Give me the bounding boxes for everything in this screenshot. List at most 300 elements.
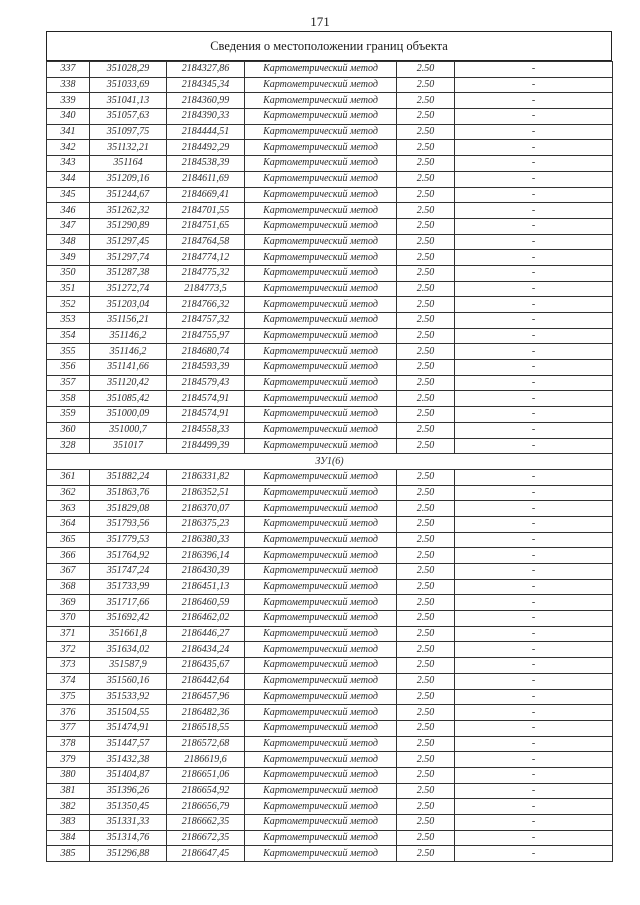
method-cell: Картометрический метод [245, 705, 397, 721]
table-row [47, 297, 613, 313]
coord-x-cell: 351560,16 [90, 673, 167, 689]
accuracy-cell: 2.50 [397, 156, 455, 172]
description-cell: - [455, 485, 613, 501]
table-row [47, 156, 613, 172]
point-number-cell: 344 [47, 171, 90, 187]
accuracy-cell: 2.50 [397, 595, 455, 611]
coord-y-cell: 2184390,33 [167, 109, 245, 125]
coord-x-cell: 351634,02 [90, 642, 167, 658]
table-row [47, 109, 613, 125]
description-cell: - [455, 767, 613, 783]
coord-y-cell: 2184574,91 [167, 391, 245, 407]
coord-x-cell: 351432,38 [90, 752, 167, 768]
coord-x-cell: 351297,74 [90, 250, 167, 266]
accuracy-cell: 2.50 [397, 611, 455, 627]
description-cell: - [455, 611, 613, 627]
description-cell: - [455, 815, 613, 831]
accuracy-cell: 2.50 [397, 532, 455, 548]
coord-y-cell: 2186430,39 [167, 564, 245, 580]
table-row [47, 77, 613, 93]
table-row [47, 564, 613, 580]
method-cell: Картометрический метод [245, 375, 397, 391]
table-row [47, 548, 613, 564]
coord-x-cell: 351793,56 [90, 516, 167, 532]
point-number-cell: 341 [47, 124, 90, 140]
coord-x-cell: 351779,53 [90, 532, 167, 548]
coord-y-cell: 2184558,33 [167, 422, 245, 438]
description-cell: - [455, 218, 613, 234]
point-number-cell: 363 [47, 501, 90, 517]
method-cell: Картометрический метод [245, 328, 397, 344]
description-cell: - [455, 658, 613, 674]
coord-y-cell: 2184574,91 [167, 407, 245, 423]
table-row [47, 360, 613, 376]
coord-y-cell: 2184444,51 [167, 124, 245, 140]
method-cell: Картометрический метод [245, 673, 397, 689]
point-number-cell: 378 [47, 736, 90, 752]
method-cell: Картометрический метод [245, 516, 397, 532]
point-number-cell: 367 [47, 564, 90, 580]
accuracy-cell: 2.50 [397, 767, 455, 783]
method-cell: Картометрический метод [245, 548, 397, 564]
accuracy-cell: 2.50 [397, 422, 455, 438]
coord-y-cell: 2186518,55 [167, 720, 245, 736]
description-cell: - [455, 579, 613, 595]
coord-x-cell: 351000,09 [90, 407, 167, 423]
table-row [47, 642, 613, 658]
method-cell: Картометрический метод [245, 203, 397, 219]
coord-x-cell: 351661,8 [90, 626, 167, 642]
accuracy-cell: 2.50 [397, 187, 455, 203]
table-row [47, 187, 613, 203]
coord-x-cell: 351287,38 [90, 265, 167, 281]
coord-x-cell: 351747,24 [90, 564, 167, 580]
coord-x-cell: 351262,32 [90, 203, 167, 219]
table-row [47, 658, 613, 674]
table-row [47, 767, 613, 783]
description-cell: - [455, 124, 613, 140]
point-number-cell: 357 [47, 375, 90, 391]
point-number-cell: 354 [47, 328, 90, 344]
accuracy-cell: 2.50 [397, 720, 455, 736]
table-row [47, 611, 613, 627]
method-cell: Картометрический метод [245, 77, 397, 93]
coord-x-cell: 351141,66 [90, 360, 167, 376]
accuracy-cell: 2.50 [397, 171, 455, 187]
coord-y-cell: 2184774,12 [167, 250, 245, 266]
method-cell: Картометрический метод [245, 156, 397, 172]
description-cell: - [455, 344, 613, 360]
method-cell: Картометрический метод [245, 736, 397, 752]
method-cell: Картометрический метод [245, 407, 397, 423]
description-cell: - [455, 265, 613, 281]
accuracy-cell: 2.50 [397, 297, 455, 313]
accuracy-cell: 2.50 [397, 438, 455, 454]
accuracy-cell: 2.50 [397, 469, 455, 485]
description-cell: - [455, 532, 613, 548]
table-row [47, 626, 613, 642]
coord-x-cell: 351404,87 [90, 767, 167, 783]
point-number-cell: 348 [47, 234, 90, 250]
coord-x-cell: 351164 [90, 156, 167, 172]
point-number-cell: 328 [47, 438, 90, 454]
coord-x-cell: 351296,88 [90, 846, 167, 862]
method-cell: Картометрический метод [245, 313, 397, 329]
point-number-cell: 353 [47, 313, 90, 329]
coord-x-cell: 351829,08 [90, 501, 167, 517]
method-cell: Картометрический метод [245, 799, 397, 815]
coord-y-cell: 2184764,58 [167, 234, 245, 250]
point-number-cell: 361 [47, 469, 90, 485]
description-cell: - [455, 391, 613, 407]
description-cell: - [455, 422, 613, 438]
coord-x-cell: 351000,7 [90, 422, 167, 438]
description-cell: - [455, 752, 613, 768]
coord-y-cell: 2184751,65 [167, 218, 245, 234]
point-number-cell: 351 [47, 281, 90, 297]
point-number-cell: 346 [47, 203, 90, 219]
accuracy-cell: 2.50 [397, 626, 455, 642]
coord-x-cell: 351156,21 [90, 313, 167, 329]
page-number: 171 [310, 14, 330, 29]
description-cell: - [455, 171, 613, 187]
description-cell: - [455, 438, 613, 454]
accuracy-cell: 2.50 [397, 830, 455, 846]
coord-x-cell: 351447,57 [90, 736, 167, 752]
point-number-cell: 374 [47, 673, 90, 689]
point-number-cell: 380 [47, 767, 90, 783]
table-row [47, 171, 613, 187]
coord-y-cell: 2186619,6 [167, 752, 245, 768]
coord-y-cell: 2184680,74 [167, 344, 245, 360]
accuracy-cell: 2.50 [397, 203, 455, 219]
method-cell: Картометрический метод [245, 265, 397, 281]
coord-x-cell: 351028,29 [90, 62, 167, 78]
description-cell: - [455, 469, 613, 485]
point-number-cell: 356 [47, 360, 90, 376]
method-cell: Картометрический метод [245, 501, 397, 517]
method-cell: Картометрический метод [245, 611, 397, 627]
table-row [47, 595, 613, 611]
point-number-cell: 370 [47, 611, 90, 627]
coord-y-cell: 2184327,86 [167, 62, 245, 78]
coord-y-cell: 2184345,34 [167, 77, 245, 93]
method-cell: Картометрический метод [245, 218, 397, 234]
coord-y-cell: 2186572,68 [167, 736, 245, 752]
description-cell: - [455, 595, 613, 611]
description-cell: - [455, 407, 613, 423]
coord-y-cell: 2184538,39 [167, 156, 245, 172]
accuracy-cell: 2.50 [397, 109, 455, 125]
coord-y-cell: 2186647,45 [167, 846, 245, 862]
point-number-cell: 360 [47, 422, 90, 438]
coord-y-cell: 2184499,39 [167, 438, 245, 454]
coord-x-cell: 351146,2 [90, 344, 167, 360]
accuracy-cell: 2.50 [397, 736, 455, 752]
table-row [47, 689, 613, 705]
coord-y-cell: 2184775,32 [167, 265, 245, 281]
accuracy-cell: 2.50 [397, 250, 455, 266]
method-cell: Картометрический метод [245, 626, 397, 642]
description-cell: - [455, 375, 613, 391]
table-row [47, 673, 613, 689]
table-row [47, 846, 613, 862]
method-cell: Картометрический метод [245, 438, 397, 454]
accuracy-cell: 2.50 [397, 93, 455, 109]
accuracy-cell: 2.50 [397, 485, 455, 501]
table-row [47, 265, 613, 281]
table-row [47, 344, 613, 360]
coord-x-cell: 351587,9 [90, 658, 167, 674]
coord-y-cell: 2186482,36 [167, 705, 245, 721]
coord-y-cell: 2184611,69 [167, 171, 245, 187]
coord-y-cell: 2186375,23 [167, 516, 245, 532]
table-row [47, 830, 613, 846]
coord-x-cell: 351146,2 [90, 328, 167, 344]
coord-x-cell: 351396,26 [90, 783, 167, 799]
table-heading: Сведения о местоположении границ объекта [46, 31, 612, 61]
point-number-cell: 375 [47, 689, 90, 705]
coord-y-cell: 2186656,79 [167, 799, 245, 815]
description-cell: - [455, 77, 613, 93]
coord-y-cell: 2184492,29 [167, 140, 245, 156]
table-row [47, 328, 613, 344]
point-number-cell: 385 [47, 846, 90, 862]
accuracy-cell: 2.50 [397, 579, 455, 595]
coord-y-cell: 2186672,35 [167, 830, 245, 846]
table-row [47, 250, 613, 266]
coord-y-cell: 2186457,96 [167, 689, 245, 705]
coord-y-cell: 2186331,82 [167, 469, 245, 485]
point-number-cell: 342 [47, 140, 90, 156]
description-cell: - [455, 250, 613, 266]
method-cell: Картометрический метод [245, 281, 397, 297]
coord-y-cell: 2186380,33 [167, 532, 245, 548]
point-number-cell: 349 [47, 250, 90, 266]
table-row [47, 93, 613, 109]
boundary-sheet [46, 31, 612, 862]
accuracy-cell: 2.50 [397, 752, 455, 768]
accuracy-cell: 2.50 [397, 265, 455, 281]
method-cell: Картометрический метод [245, 564, 397, 580]
point-number-cell: 371 [47, 626, 90, 642]
point-number-cell: 365 [47, 532, 90, 548]
point-number-cell: 347 [47, 218, 90, 234]
point-number-cell: 339 [47, 93, 90, 109]
coord-x-cell: 351085,42 [90, 391, 167, 407]
description-cell: - [455, 313, 613, 329]
coord-x-cell: 351203,04 [90, 297, 167, 313]
coordinates-table-body [47, 62, 613, 862]
coord-y-cell: 2184669,41 [167, 187, 245, 203]
coord-x-cell: 351474,91 [90, 720, 167, 736]
table-row [47, 407, 613, 423]
table-row [47, 234, 613, 250]
accuracy-cell: 2.50 [397, 564, 455, 580]
coord-y-cell: 2184701,55 [167, 203, 245, 219]
coord-x-cell: 351132,21 [90, 140, 167, 156]
accuracy-cell: 2.50 [397, 344, 455, 360]
coord-y-cell: 2186352,51 [167, 485, 245, 501]
description-cell: - [455, 720, 613, 736]
table-row [47, 783, 613, 799]
table-row [47, 752, 613, 768]
table-row [47, 815, 613, 831]
method-cell: Картометрический метод [245, 595, 397, 611]
point-number-cell: 345 [47, 187, 90, 203]
coord-y-cell: 2184766,32 [167, 297, 245, 313]
table-row [47, 485, 613, 501]
accuracy-cell: 2.50 [397, 799, 455, 815]
method-cell: Картометрический метод [245, 187, 397, 203]
description-cell: - [455, 297, 613, 313]
point-number-cell: 350 [47, 265, 90, 281]
description-cell: - [455, 705, 613, 721]
coord-x-cell: 351041,13 [90, 93, 167, 109]
coord-y-cell: 2186654,92 [167, 783, 245, 799]
accuracy-cell: 2.50 [397, 375, 455, 391]
description-cell: - [455, 93, 613, 109]
description-cell: - [455, 203, 613, 219]
coordinates-table [46, 61, 613, 862]
accuracy-cell: 2.50 [397, 548, 455, 564]
coord-y-cell: 2184773,5 [167, 281, 245, 297]
table-row [47, 469, 613, 485]
coord-x-cell: 351290,89 [90, 218, 167, 234]
coord-x-cell: 351882,24 [90, 469, 167, 485]
point-number-cell: 379 [47, 752, 90, 768]
point-number-cell: 355 [47, 344, 90, 360]
coord-x-cell: 351244,67 [90, 187, 167, 203]
method-cell: Картометрический метод [245, 422, 397, 438]
table-row [47, 736, 613, 752]
table-row [47, 218, 613, 234]
coord-x-cell: 351120,42 [90, 375, 167, 391]
point-number-cell: 384 [47, 830, 90, 846]
coord-y-cell: 2186451,13 [167, 579, 245, 595]
accuracy-cell: 2.50 [397, 313, 455, 329]
coord-x-cell: 351297,45 [90, 234, 167, 250]
section-label: ЗУ1(6) [47, 454, 613, 470]
coord-x-cell: 351504,55 [90, 705, 167, 721]
table-row [47, 422, 613, 438]
coord-x-cell: 351314,76 [90, 830, 167, 846]
coord-y-cell: 2184579,43 [167, 375, 245, 391]
coord-x-cell: 351350,45 [90, 799, 167, 815]
coord-x-cell: 351733,99 [90, 579, 167, 595]
method-cell: Картометрический метод [245, 532, 397, 548]
coord-y-cell: 2186370,07 [167, 501, 245, 517]
method-cell: Картометрический метод [245, 767, 397, 783]
table-row [47, 705, 613, 721]
coord-y-cell: 2186435,67 [167, 658, 245, 674]
table-row [47, 124, 613, 140]
coord-y-cell: 2184755,97 [167, 328, 245, 344]
point-number-cell: 373 [47, 658, 90, 674]
method-cell: Картометрический метод [245, 846, 397, 862]
description-cell: - [455, 689, 613, 705]
accuracy-cell: 2.50 [397, 124, 455, 140]
accuracy-cell: 2.50 [397, 705, 455, 721]
method-cell: Картометрический метод [245, 815, 397, 831]
table-row [47, 62, 613, 78]
coord-x-cell: 351331,33 [90, 815, 167, 831]
accuracy-cell: 2.50 [397, 281, 455, 297]
table-row [47, 203, 613, 219]
table-row [47, 391, 613, 407]
accuracy-cell: 2.50 [397, 391, 455, 407]
accuracy-cell: 2.50 [397, 658, 455, 674]
point-number-cell: 338 [47, 77, 90, 93]
accuracy-cell: 2.50 [397, 516, 455, 532]
table-row [47, 501, 613, 517]
description-cell: - [455, 846, 613, 862]
method-cell: Картометрический метод [245, 297, 397, 313]
accuracy-cell: 2.50 [397, 501, 455, 517]
description-cell: - [455, 548, 613, 564]
accuracy-cell: 2.50 [397, 62, 455, 78]
method-cell: Картометрический метод [245, 360, 397, 376]
point-number-cell: 366 [47, 548, 90, 564]
coord-x-cell: 351764,92 [90, 548, 167, 564]
method-cell: Картометрический метод [245, 140, 397, 156]
point-number-cell: 372 [47, 642, 90, 658]
table-row [47, 579, 613, 595]
description-cell: - [455, 501, 613, 517]
point-number-cell: 376 [47, 705, 90, 721]
coord-y-cell: 2186446,27 [167, 626, 245, 642]
coord-x-cell: 351272,74 [90, 281, 167, 297]
method-cell: Картометрический метод [245, 124, 397, 140]
method-cell: Картометрический метод [245, 579, 397, 595]
method-cell: Картометрический метод [245, 830, 397, 846]
description-cell: - [455, 156, 613, 172]
table-row [47, 281, 613, 297]
table-row [47, 516, 613, 532]
table-row [47, 313, 613, 329]
accuracy-cell: 2.50 [397, 234, 455, 250]
coord-x-cell: 351533,92 [90, 689, 167, 705]
coord-y-cell: 2184360,99 [167, 93, 245, 109]
point-number-cell: 337 [47, 62, 90, 78]
point-number-cell: 369 [47, 595, 90, 611]
method-cell: Картометрический метод [245, 344, 397, 360]
description-cell: - [455, 799, 613, 815]
method-cell: Картометрический метод [245, 485, 397, 501]
description-cell: - [455, 830, 613, 846]
table-row [47, 799, 613, 815]
point-number-cell: 368 [47, 579, 90, 595]
method-cell: Картометрический метод [245, 62, 397, 78]
point-number-cell: 382 [47, 799, 90, 815]
method-cell: Картометрический метод [245, 391, 397, 407]
point-number-cell: 340 [47, 109, 90, 125]
accuracy-cell: 2.50 [397, 360, 455, 376]
description-cell: - [455, 783, 613, 799]
description-cell: - [455, 234, 613, 250]
section-row [47, 454, 613, 470]
coord-x-cell: 351717,66 [90, 595, 167, 611]
point-number-cell: 362 [47, 485, 90, 501]
point-number-cell: 352 [47, 297, 90, 313]
method-cell: Картометрический метод [245, 93, 397, 109]
coord-y-cell: 2184757,32 [167, 313, 245, 329]
description-cell: - [455, 736, 613, 752]
accuracy-cell: 2.50 [397, 846, 455, 862]
point-number-cell: 383 [47, 815, 90, 831]
point-number-cell: 358 [47, 391, 90, 407]
coord-y-cell: 2186460,59 [167, 595, 245, 611]
